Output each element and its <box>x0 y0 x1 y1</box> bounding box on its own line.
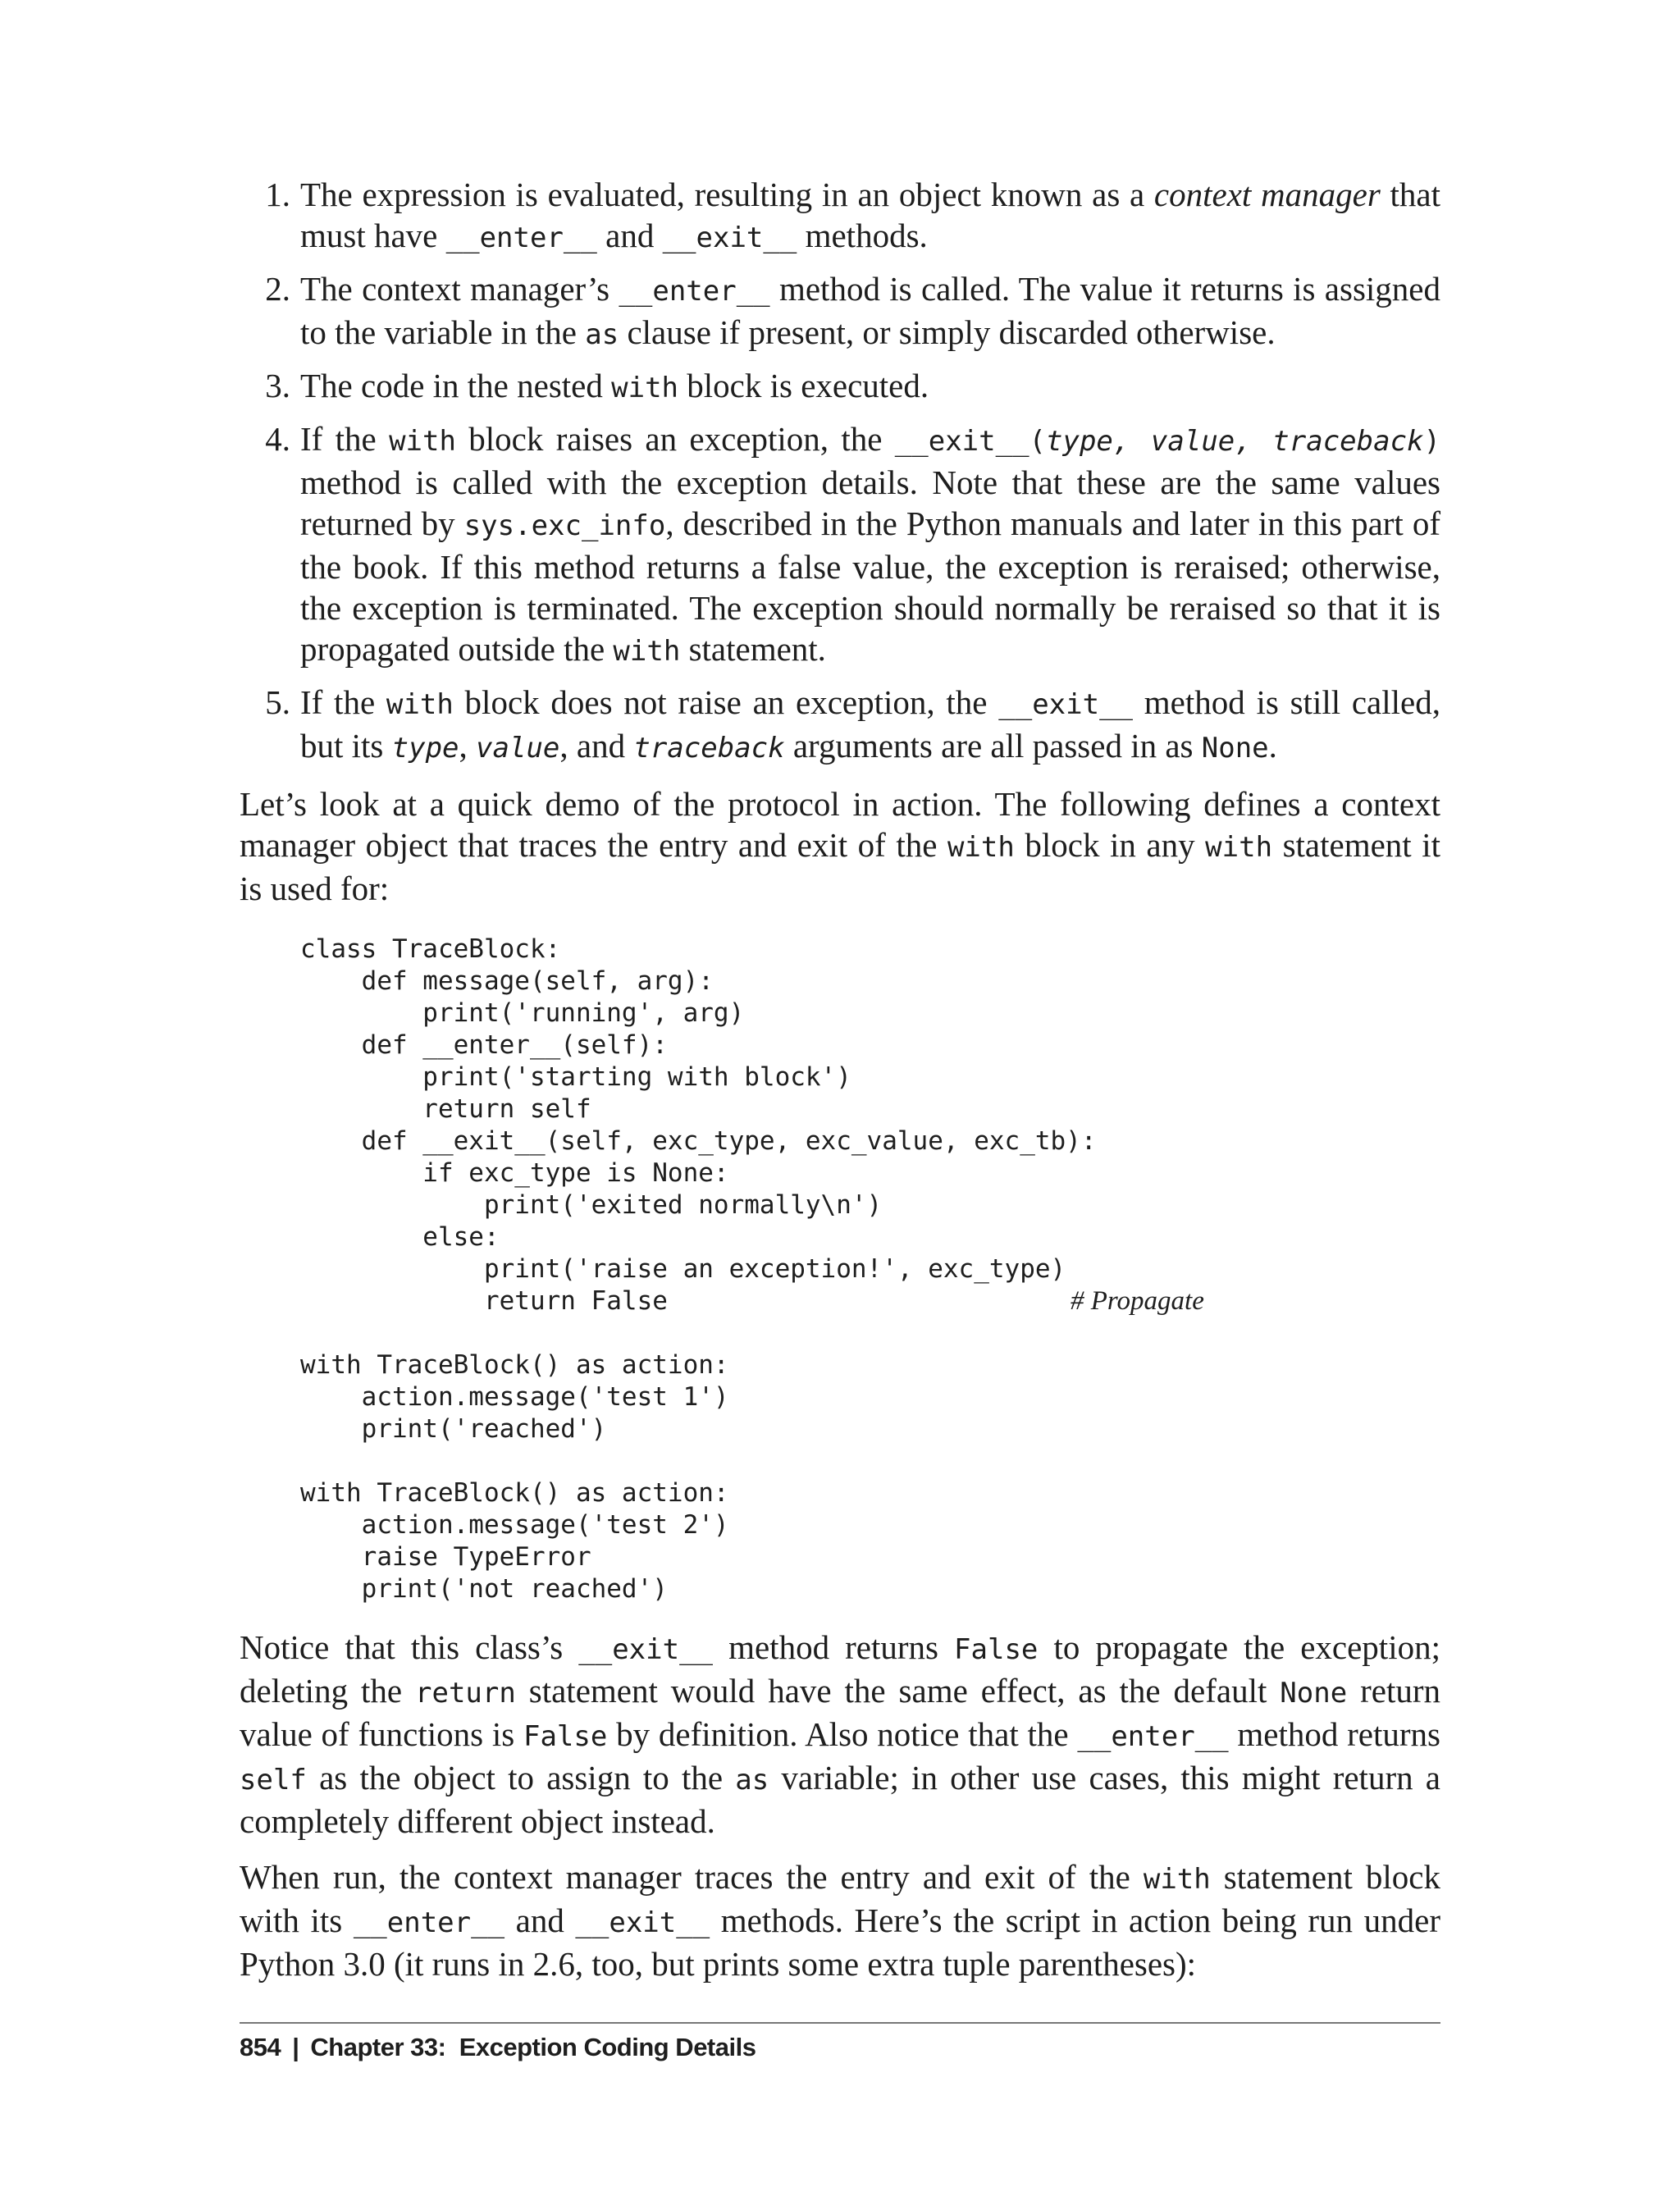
step-text-run: method is called. The value it returns is assigned to the variable in the <box>300 270 1440 351</box>
code-line <box>300 1413 1440 1445</box>
code-line <box>300 1285 1440 1317</box>
code-text: def __exit__(self, exc_type, exc_value, exc_tb): <box>300 1126 1097 1156</box>
notice-text-run: variable; in other use cases, this might return a completely different object instead. <box>240 1759 1440 1840</box>
step-text-run: traceback <box>633 732 785 765</box>
step-text-run: block does not raise an exception, the <box>453 683 999 721</box>
step-text-run: block is executed. <box>678 367 929 404</box>
code-text: with TraceBlock() as action: <box>300 1478 729 1508</box>
step-text-run: type <box>391 732 459 765</box>
code-line <box>300 1509 1440 1541</box>
code-line <box>300 1349 1440 1381</box>
step-number: 1. <box>265 176 290 213</box>
step-text <box>300 367 929 404</box>
code-text: def message(self, arg): <box>300 966 714 996</box>
step-text-run: clause if present, or simply discarded otherwise. <box>619 313 1276 351</box>
code-text: print('exited normally\n') <box>300 1190 883 1220</box>
protocol-step <box>240 365 1440 409</box>
code-comment: # Propagate <box>1071 1286 1204 1316</box>
notice-text-run: as the object to assign to the <box>306 1759 736 1796</box>
notice-text-run: self <box>240 1764 307 1796</box>
notice-text-run: return value of functions is <box>240 1672 1440 1753</box>
intro-text-run: with <box>1205 831 1273 864</box>
protocol-step <box>240 418 1440 672</box>
step-text <box>300 420 1440 668</box>
step-text-run: __exit__ <box>998 688 1134 721</box>
step-text-run: The context manager’s <box>300 270 619 308</box>
step-text-run: __enter__ <box>445 221 597 254</box>
step-text-run: The code in the nested <box>300 367 612 404</box>
when-run-text-run: __exit__ <box>575 1906 710 1939</box>
intro-text-run: block in any <box>1014 826 1206 864</box>
code-line <box>300 1317 1440 1349</box>
code-text: class TraceBlock: <box>300 934 561 964</box>
notice-text-run: by definition. Also notice that the <box>607 1715 1078 1753</box>
when-run-text-run: __enter__ <box>353 1906 505 1939</box>
code-line <box>300 1157 1440 1189</box>
page-number: 854 <box>240 2033 281 2061</box>
step-number: 5. <box>265 683 290 721</box>
step-text-run: . <box>1268 727 1277 765</box>
step-text-run: context manager <box>1153 176 1381 213</box>
protocol-step <box>240 682 1440 769</box>
when-run-text-run: and <box>504 1901 576 1939</box>
notice-text-run: False <box>523 1720 608 1753</box>
intro-text-run: statement it is used for: <box>240 826 1441 907</box>
code-line <box>300 1253 1440 1285</box>
step-text-run: , described in the Python manuals and later in this part of the book. If this method returns a false value, the exception is reraised; otherwise, the exception is terminated. The exception should normally be reraised so that it is propagated outside the <box>300 504 1441 668</box>
code-line <box>300 1061 1440 1093</box>
page-footer <box>240 2033 756 2062</box>
step-text-run: that must have <box>300 176 1440 254</box>
intro-text-run: Let’s look at a quick demo of the protocol in action. The following defines a context manager object that traces the entry and exit of the <box>240 785 1440 864</box>
code-text: else: <box>300 1222 500 1252</box>
code-line <box>300 1093 1440 1125</box>
intro-paragraph <box>240 783 1440 909</box>
code-line <box>300 934 1440 966</box>
protocol-step <box>240 174 1440 258</box>
when-run-text-run: When run, the context manager traces the entry and exit of the <box>240 1858 1144 1896</box>
code-line <box>300 1541 1440 1573</box>
step-text-run: with <box>611 372 679 404</box>
code-line <box>300 1381 1440 1413</box>
code-line <box>300 998 1440 1029</box>
footer-rule <box>240 2022 1440 2024</box>
protocol-steps-list <box>240 174 1440 769</box>
step-text-run: __exit__( <box>894 425 1047 458</box>
step-text <box>300 683 1440 765</box>
code-text: print('reached') <box>300 1414 607 1444</box>
code-text: return self <box>300 1094 591 1124</box>
step-text-run: The expression is evaluated, resulting in an object known as a <box>300 176 1154 213</box>
code-line <box>300 1445 1440 1477</box>
code-text: print('starting with block') <box>300 1062 851 1092</box>
when-run-text-run: statement block with its <box>240 1858 1440 1939</box>
code-line <box>300 1221 1440 1253</box>
step-text <box>300 176 1440 254</box>
step-text-run: __enter__ <box>619 275 770 308</box>
code-text: return False <box>300 1286 668 1316</box>
notice-text-run: as <box>735 1764 769 1796</box>
step-text-run: with <box>613 635 681 668</box>
notice-text-run: __enter__ <box>1077 1720 1229 1753</box>
notice-text-run: False <box>954 1633 1039 1666</box>
step-text-run: block raises an exception, the <box>455 420 895 458</box>
step-text-run: arguments are all passed in as <box>784 727 1202 765</box>
protocol-step <box>240 268 1440 355</box>
step-text-run: method is still called, but its <box>300 683 1440 765</box>
step-text-run: as <box>585 318 619 351</box>
step-text-run: sys.exc_info <box>463 509 666 542</box>
step-text-run: If the <box>300 683 386 721</box>
when-run-paragraph <box>240 1856 1440 1984</box>
notice-text-run: __exit__ <box>578 1633 714 1666</box>
step-text-run: with <box>386 688 454 721</box>
notice-text-run: return <box>415 1677 516 1710</box>
step-text-run: methods. <box>797 217 928 254</box>
code-text: print('not reached') <box>300 1574 668 1604</box>
code-line <box>300 1189 1440 1221</box>
step-text-run: None <box>1201 732 1269 765</box>
notice-text-run: statement would have the same effect, as the default <box>515 1672 1281 1710</box>
code-text: print('running', arg) <box>300 998 745 1028</box>
code-text: raise TypeError <box>300 1542 591 1572</box>
step-text-run: , <box>459 727 477 765</box>
code-text: action.message('test 1') <box>300 1382 729 1412</box>
step-text-run: and <box>596 217 663 254</box>
code-text: action.message('test 2') <box>300 1510 729 1540</box>
step-text-run: with <box>389 425 456 458</box>
when-run-text-run: with <box>1143 1863 1211 1896</box>
code-text: def __enter__(self): <box>300 1030 668 1060</box>
notice-text-run: None <box>1280 1677 1348 1710</box>
intro-text-run: with <box>947 831 1015 864</box>
step-text-run: ) <box>1423 425 1440 458</box>
code-line <box>300 1125 1440 1157</box>
code-line <box>300 1573 1440 1605</box>
step-text-run: value <box>476 732 560 765</box>
code-line <box>300 966 1440 998</box>
step-number: 4. <box>265 420 290 458</box>
code-text: if exc_type is None: <box>300 1158 729 1188</box>
page-body <box>240 174 1440 1984</box>
code-line <box>300 1029 1440 1061</box>
chapter-title: Chapter 33: Exception Coding Details <box>310 2033 756 2061</box>
code-listing <box>300 934 1440 1605</box>
code-line <box>300 1477 1440 1509</box>
step-text-run: , and <box>559 727 634 765</box>
step-text-run: If the <box>300 420 390 458</box>
step-text-run: type, value, traceback <box>1046 425 1424 458</box>
notice-text-run: to propagate the exception; deleting the <box>240 1628 1440 1710</box>
step-number: 3. <box>265 367 290 404</box>
step-text-run: method is called with the exception details. Note that these are the same values returned by <box>300 463 1440 542</box>
footer-separator: | <box>292 2033 299 2061</box>
step-text-run: statement. <box>680 630 826 668</box>
when-run-text-run: methods. Here’s the script in action being run under Python 3.0 (it runs in 2.6, too, but prints some extra tuple parentheses): <box>240 1901 1440 1983</box>
code-text: print('raise an exception!', exc_type) <box>300 1254 1066 1284</box>
notice-text-run: Notice that this class’s <box>240 1628 579 1666</box>
notice-text-run: method returns <box>1228 1715 1440 1753</box>
step-text <box>300 270 1440 351</box>
code-text: with TraceBlock() as action: <box>300 1350 729 1380</box>
notice-text-run: method returns <box>713 1628 955 1666</box>
step-number: 2. <box>265 270 290 308</box>
notice-paragraph <box>240 1627 1440 1842</box>
step-text-run: __exit__ <box>662 221 797 254</box>
